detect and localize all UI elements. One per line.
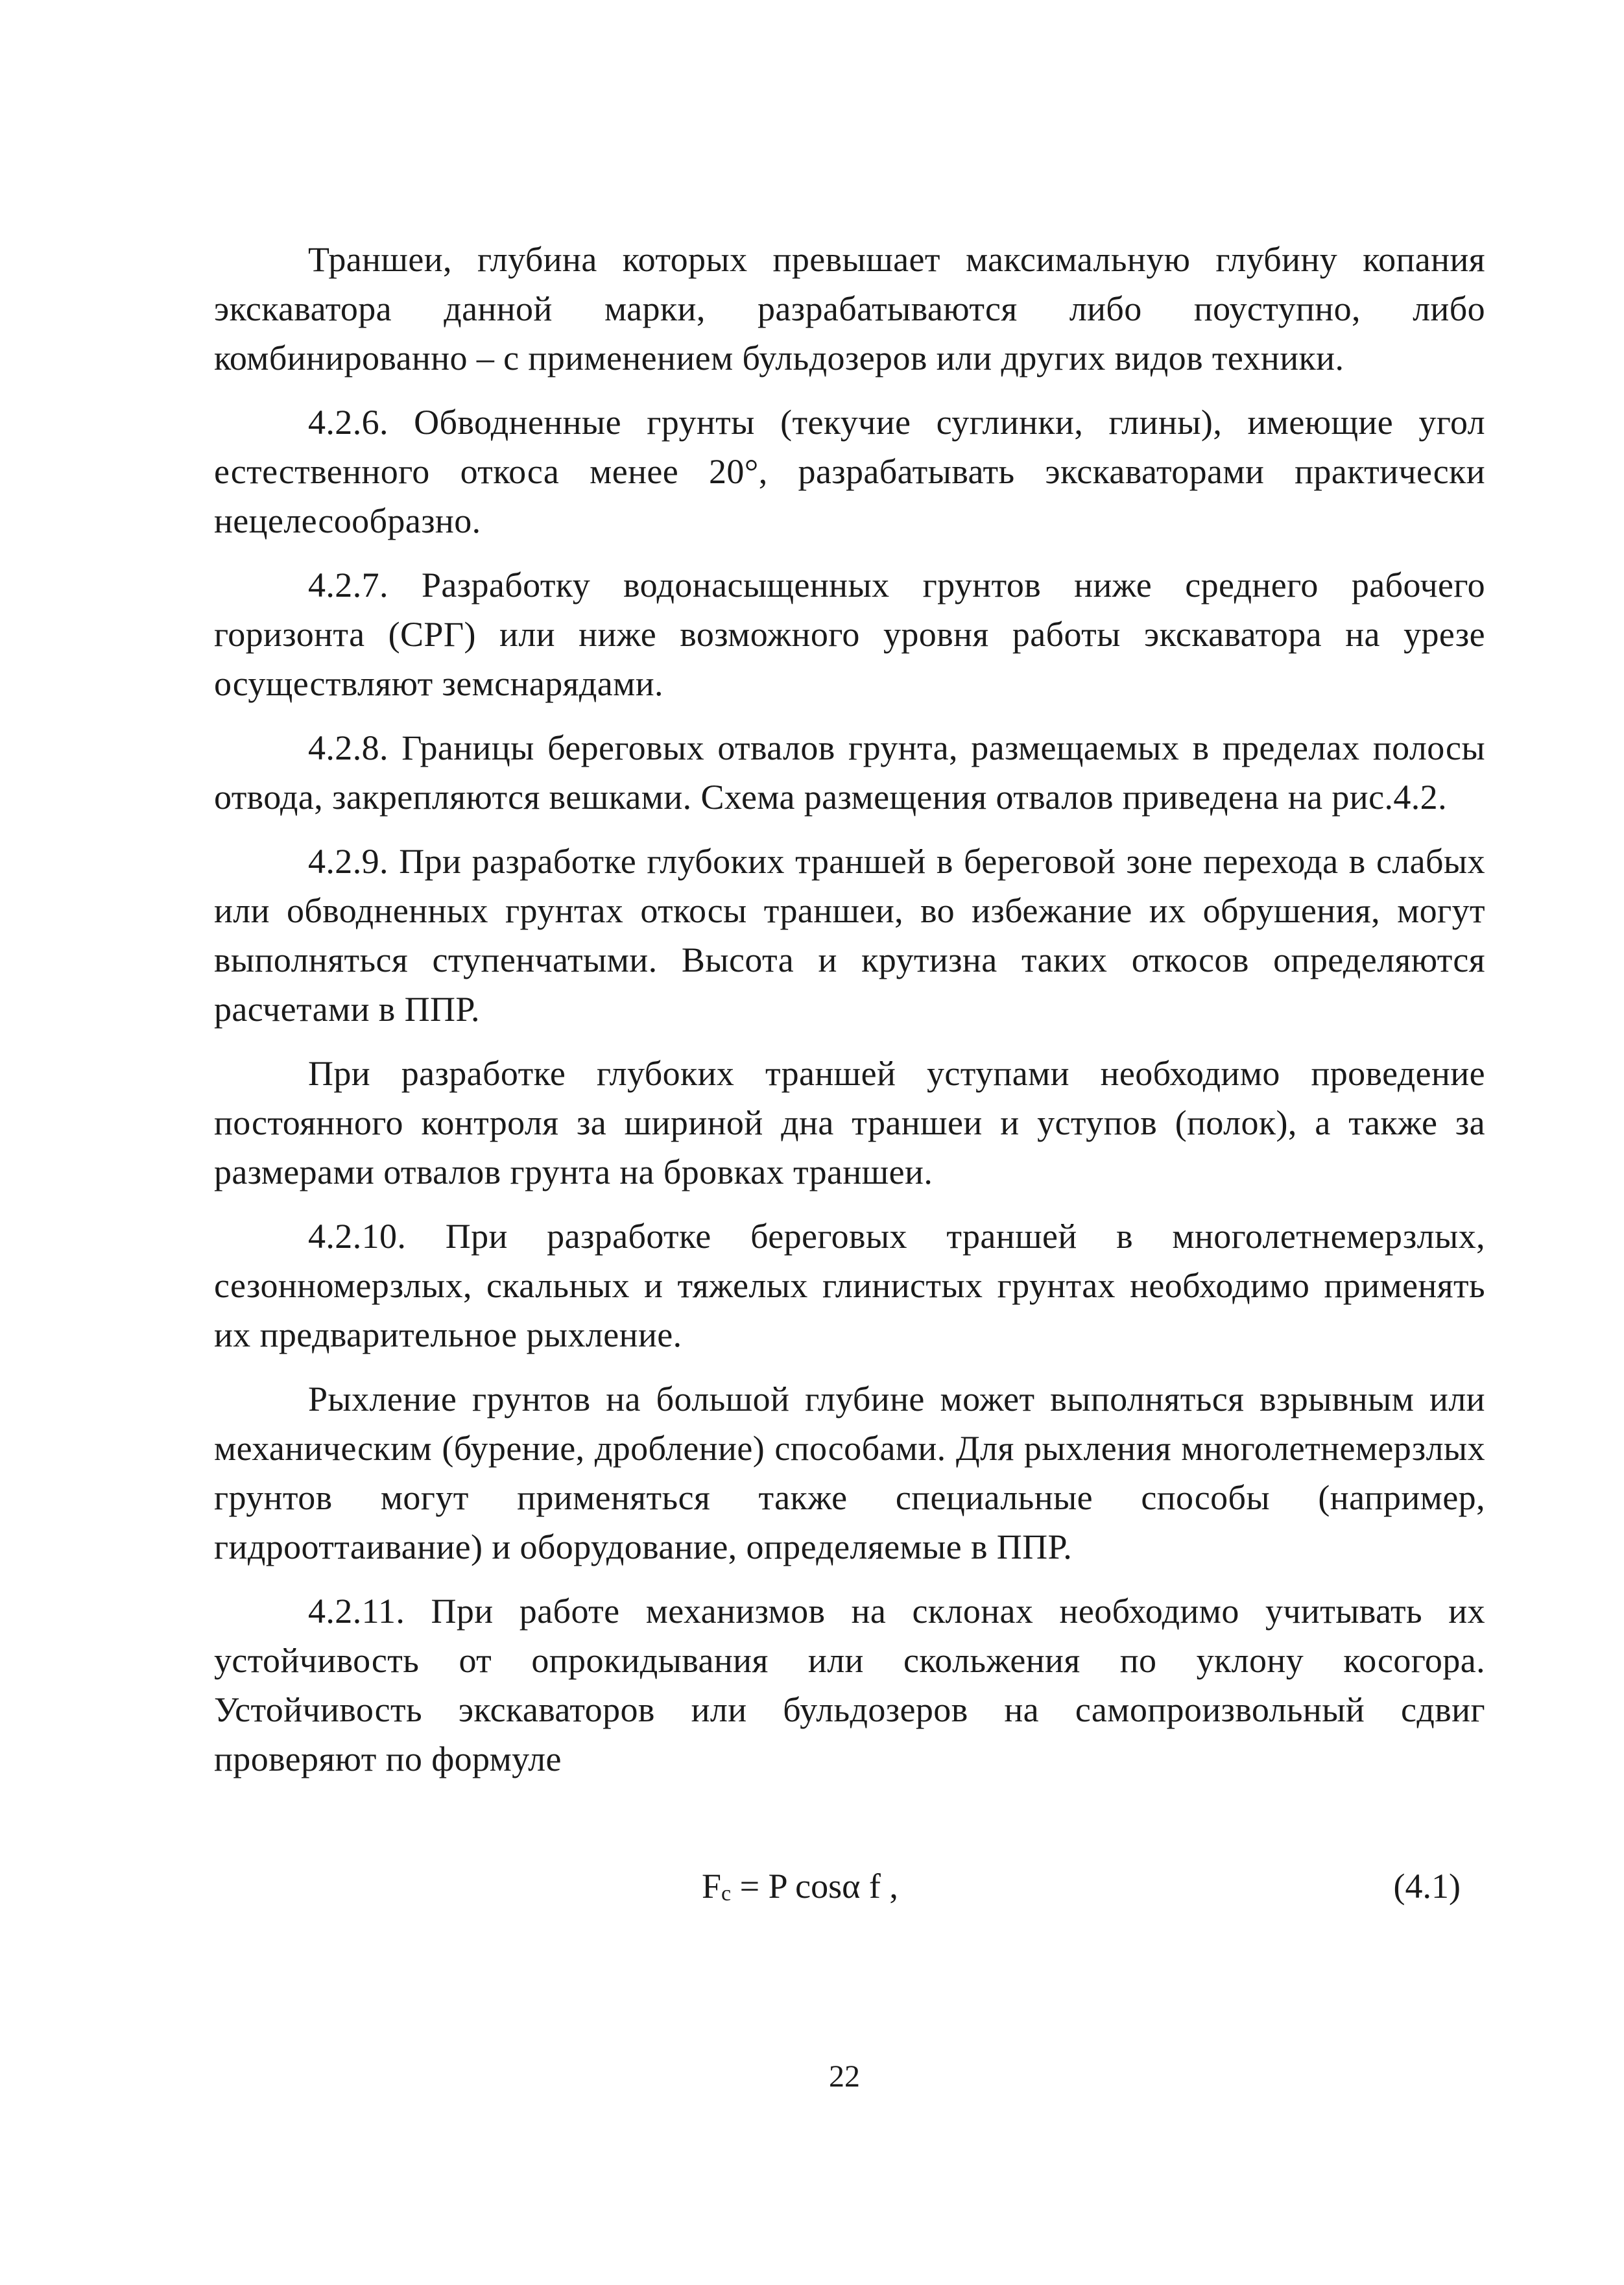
paragraph: 4.2.11. При работе механизмов на склонах необходимо учитывать их устойчивость от опрокидывания или скольжения по уклону косогора. Устойчивость экскаваторов или бульдозеров на самопроизвольный сдвиг проверяют по формуле xyxy=(214,1592,1485,1778)
paragraph: 4.2.7. Разработку водонасыщенных грунтов ниже среднего рабочего горизонта (СРГ) или ниже возможного уровня работы экскаватора на урезе осуществляют земснарядами. xyxy=(214,566,1485,703)
paragraph: 4.2.6. Обводненные грунты (текучие суглинки, глины), имеющие угол естественного откоса менее 20°, разрабатывать экскаваторами практически нецелесообразно. xyxy=(214,403,1485,540)
formula-lhs: F xyxy=(702,1867,722,1906)
formula-lhs-subscript: c xyxy=(721,1882,732,1906)
paragraph: При разработке глубоких траншей уступами необходимо проведение постоянного контроля за шириной дна траншеи и уступов (полок), а также за размерами отвалов грунта на бровках траншеи. xyxy=(214,1054,1485,1191)
formula xyxy=(702,1860,898,1920)
formula-rhs: = P cosα f , xyxy=(731,1867,898,1906)
paragraph: Рыхление грунтов на большой глубине может выполняться взрывным или механическим (бурение, дробление) способами. Для рыхления многолетнемерзлых грунтов могут применяться также специальные способы (например, гидрооттаивание) и оборудование, определяемые в ППР. xyxy=(214,1380,1485,1566)
page-number: 22 xyxy=(829,2059,860,2094)
formula-row xyxy=(214,1860,1485,1912)
paragraph: Траншеи, глубина которых превышает максимальную глубину копания экскаватора данной марки, разрабатываются либо поуступно, либо комбинированно – с применением бульдозеров или других видов техники. xyxy=(214,240,1485,377)
body-text xyxy=(214,235,1485,1799)
paragraph: 4.2.10. При разработке береговых траншей в многолетнемерзлых, сезонномерзлых, скальных и тяжелых глинистых грунтах необходимо применять их предварительное рыхление. xyxy=(214,1217,1485,1354)
paragraph: 4.2.8. Границы береговых отвалов грунта, размещаемых в пределах полосы отвода, закрепляются вешками. Схема размещения отвалов приведена на рис.4.2. xyxy=(214,728,1485,817)
formula-number: (4.1) xyxy=(1393,1867,1461,1906)
paragraph: 4.2.9. При разработке глубоких траншей в береговой зоне перехода в слабых или обводненных грунтах откосы траншеи, во избежание их обрушения, могут выполняться ступенчатыми. Высота и крутизна таких откосов определяются расчетами в ППР. xyxy=(214,842,1485,1029)
